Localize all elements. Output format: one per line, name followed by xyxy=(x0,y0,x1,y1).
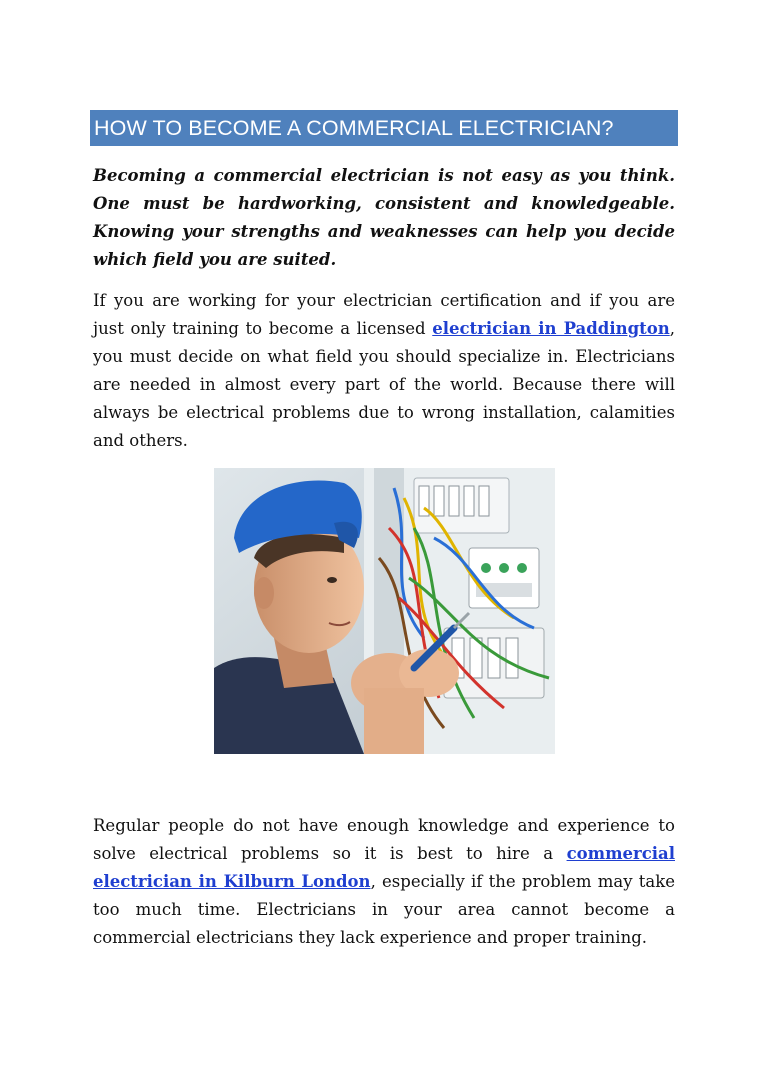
electrician-paddington-link[interactable]: electrician in Paddington xyxy=(432,319,670,338)
intro-paragraph: Becoming a commercial electrician is not easy as you think. One must be hardworking, consistent and knowledgeable. Knowing your strengths and weaknesses can help you decide which field you are suited. xyxy=(93,166,675,269)
certification-paragraph xyxy=(93,287,675,455)
paragraph-text: Regular people do not have enough knowledge and experience to solve electrical problems so it is best to hire a xyxy=(93,816,675,863)
page-title: HOW TO BECOME A COMMERCIAL ELECTRICIAN? xyxy=(94,115,614,140)
paragraph-text: , you must decide on what field you should specialize in. Electricians are needed in almost every part of the world. Because there will always be electrical problems due to wrong installation, calamities and others. xyxy=(93,319,675,450)
paragraph-text: , especially if the problem may take too much time. Electricians in your area cannot become a commercial electricians they lack experience and proper training. xyxy=(93,872,675,947)
hire-paragraph xyxy=(93,812,675,952)
commercial-electrician-kilburn-link[interactable]: commercial electrician in Kilburn London xyxy=(93,844,675,891)
paragraph-text: If you are working for your electrician certification and if you are just only training to become a licensed xyxy=(93,291,675,338)
title-banner xyxy=(90,110,678,146)
electrician-photo xyxy=(214,468,555,754)
